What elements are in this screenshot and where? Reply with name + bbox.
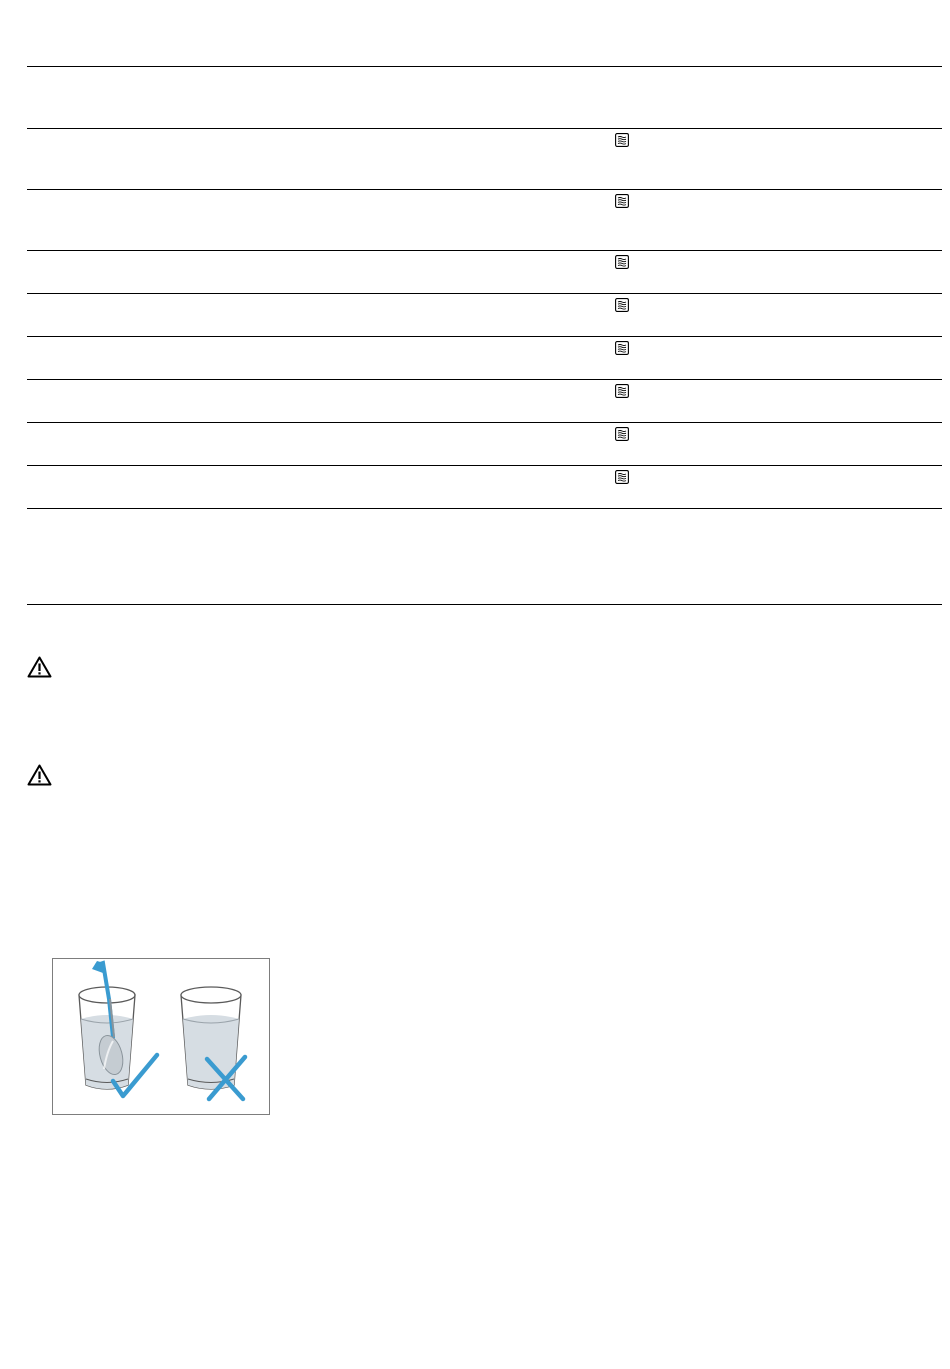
steam-mode-icon [615, 194, 629, 208]
table-row-divider [27, 422, 942, 423]
steam-mode-icon [615, 133, 629, 147]
steam-mode-icon [615, 470, 629, 484]
table-row-divider [27, 508, 942, 509]
warning-triangle-icon [27, 656, 52, 678]
table-bottom-rule [27, 604, 942, 605]
glass-with-spoon-icon [79, 961, 135, 1089]
steam-mode-icon [615, 341, 629, 355]
table-row-divider [27, 250, 942, 251]
steam-mode-icon [615, 298, 629, 312]
steam-mode-icon [615, 384, 629, 398]
table-row-divider [27, 465, 942, 466]
illustration-canvas [53, 959, 269, 1114]
table-row-divider [27, 189, 942, 190]
steam-mode-icon [615, 255, 629, 269]
steam-mode-icon [615, 427, 629, 441]
warning-triangle-icon [27, 764, 52, 786]
table-row-divider [27, 128, 942, 129]
table-top-rule [27, 66, 942, 67]
table-row-divider [27, 336, 942, 337]
table-row-divider [27, 379, 942, 380]
spoon-in-glass-illustration [52, 958, 270, 1115]
settings-table [27, 66, 942, 605]
table-row-divider [27, 293, 942, 294]
